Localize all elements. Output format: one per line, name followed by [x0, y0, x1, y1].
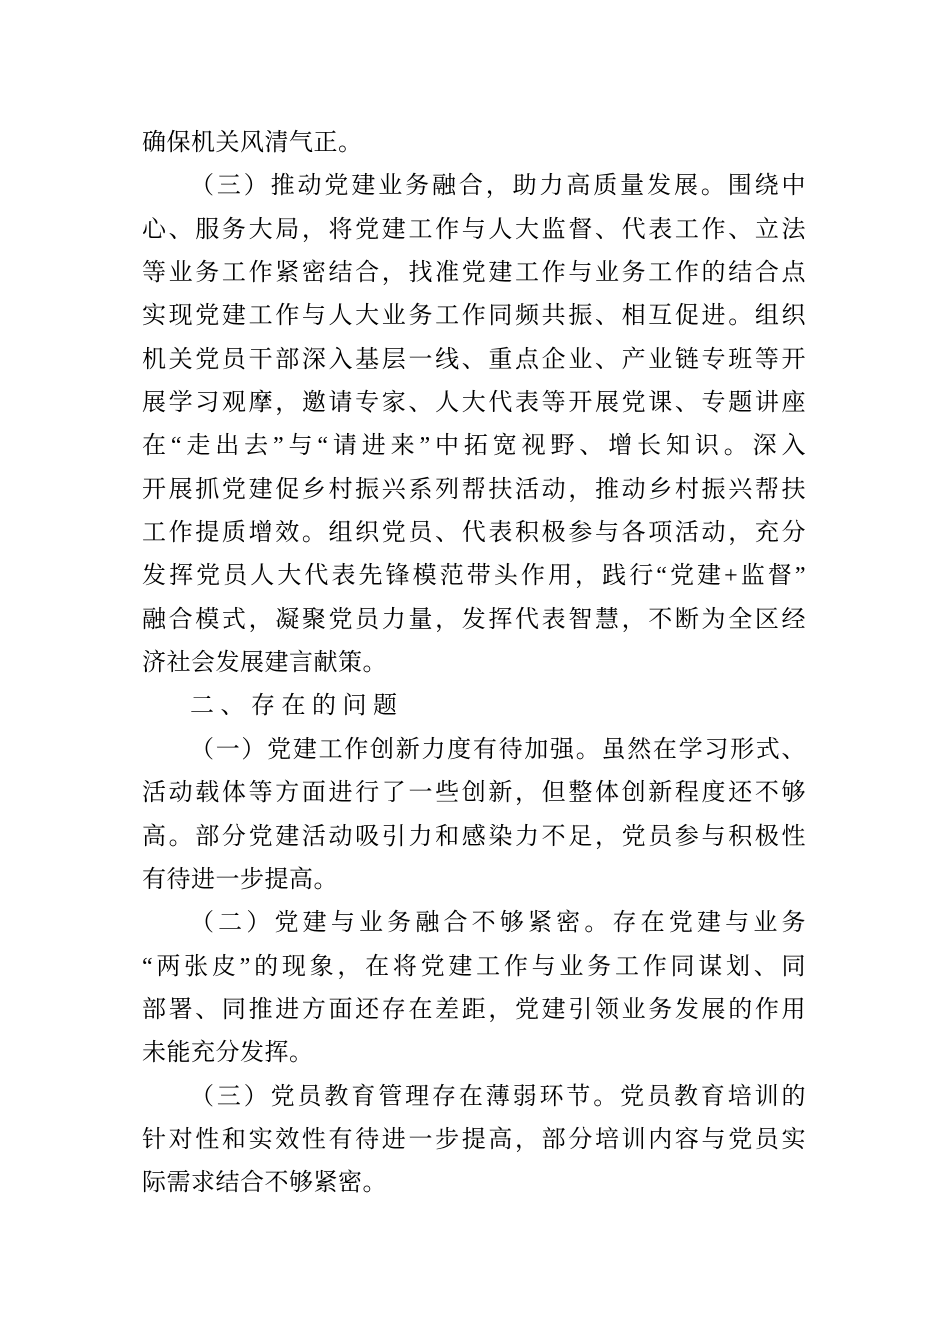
text-line: （三）推动党建业务融合，助力高质量发展。围绕中 — [190, 173, 806, 200]
text-line: （二）党建与业务融合不够紧密。存在党建与业务 — [190, 910, 806, 937]
text-line: “两张皮”的现象，在将党建工作与业务工作同谋划、同 — [142, 953, 806, 980]
text-line: 融合模式，凝聚党员力量，发挥代表智慧，不断为全区经 — [142, 606, 806, 633]
text-line: 高。部分党建活动吸引力和感染力不足，党员参与积极性 — [142, 823, 806, 850]
para-problem-one — [142, 729, 806, 902]
text-line: （三）党员教育管理存在薄弱环节。党员教育培训的 — [190, 1083, 806, 1110]
para-problem-three — [142, 1076, 806, 1206]
document-text-block — [142, 122, 806, 1206]
text-line: （一）党建工作创新力度有待加强。虽然在学习形式、 — [190, 736, 806, 763]
text-line: 未能充分发挥。 — [142, 1040, 314, 1067]
text-line: 在“走出去”与“请进来”中拓宽视野、增长知识。深入 — [142, 433, 806, 460]
text-line: 际需求结合不够紧密。 — [142, 1170, 387, 1197]
para-continuation — [142, 122, 806, 165]
text-line: 济社会发展建言献策。 — [142, 650, 387, 677]
text-line: 工作提质增效。组织党员、代表积极参与各项活动，充分 — [142, 520, 806, 547]
text-line: 确保机关风清气正。 — [142, 130, 363, 156]
text-line: 针对性和实效性有待进一步提高，部分培训内容与党员实 — [142, 1126, 806, 1153]
text-line: 有待进一步提高。 — [142, 866, 338, 893]
heading-section-two — [142, 685, 806, 728]
text-line: 发挥党员人大代表先锋模范带头作用，践行“党建+监督” — [142, 563, 806, 590]
text-line: 部署、同推进方面还存在差距，党建引领业务发展的作用 — [142, 996, 806, 1023]
text-line: 活动载体等方面进行了一些创新，但整体创新程度还不够 — [142, 780, 806, 807]
text-line: 心、服务大局，将党建工作与人大监督、代表工作、立法 — [142, 216, 806, 243]
text-line: 实现党建工作与人大业务工作同频共振、相互促进。组织 — [142, 303, 806, 330]
text-line: 机关党员干部深入基层一线、重点企业、产业链专班等开 — [142, 346, 806, 373]
section-heading: 二、存在的问题 — [190, 693, 404, 720]
text-line: 开展抓党建促乡村振兴系列帮扶活动，推动乡村振兴帮扶 — [142, 476, 806, 503]
text-line: 等业务工作紧密结合，找准党建工作与业务工作的结合点 — [142, 260, 806, 287]
para-section-three — [142, 165, 806, 685]
text-line: 展学习观摩，邀请专家、人大代表等开展党课、专题讲座 — [142, 390, 806, 417]
para-problem-two — [142, 902, 806, 1075]
